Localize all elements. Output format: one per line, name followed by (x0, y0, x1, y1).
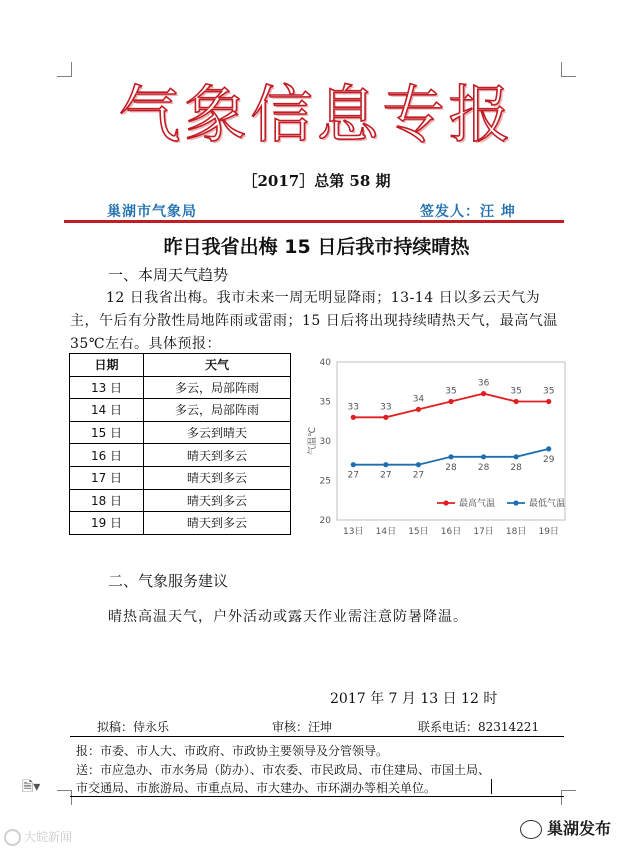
cell-weather: 多云，局部阵雨 (144, 399, 291, 422)
x-tick-label: 19日 (538, 527, 559, 537)
data-point (351, 462, 356, 467)
y-tick-label: 40 (319, 358, 331, 368)
crop-mark-bottom-right (561, 790, 576, 805)
y-axis-label: 气温℃ (308, 426, 318, 456)
cell-weather: 晴天到多云 (144, 466, 291, 489)
table-row (70, 376, 291, 399)
data-label: 35 (445, 386, 457, 397)
x-tick-label: 15日 (408, 527, 429, 537)
data-label: 27 (380, 470, 392, 481)
y-tick-label: 30 (319, 437, 331, 447)
table-row (70, 421, 291, 444)
x-tick-label: 16日 (440, 527, 462, 537)
data-label: 28 (445, 462, 457, 473)
x-tick-label: 18日 (505, 527, 527, 537)
wechat-icon (520, 820, 542, 839)
section2-heading: 二、气象服务建议 (108, 572, 229, 590)
header-divider (64, 220, 564, 223)
x-tick-label: 13日 (343, 527, 364, 537)
cell-date: 18 日 (70, 489, 144, 512)
distribution-line-3: 市交通局、市旅游局、市重点局、市大建办、市环湖办等相关单位。 (76, 781, 437, 795)
cell-weather: 多云到晴天 (144, 421, 291, 444)
reviewer: 审核：汪坤 (272, 720, 333, 734)
watermark-left-text: 大皖新闻 (24, 830, 73, 844)
forecast-table (69, 353, 291, 535)
contact-phone: 联系电话：82314221 (418, 720, 540, 734)
watermark-logo-icon (4, 829, 21, 846)
cell-weather: 多云，局部阵雨 (144, 376, 291, 399)
data-label: 34 (412, 394, 425, 405)
signer: 签发人：汪 坤 (420, 204, 516, 220)
data-label: 28 (477, 462, 490, 473)
y-tick-label: 25 (319, 476, 331, 487)
cell-date: 19 日 (70, 512, 144, 535)
cell-weather: 晴天到多云 (144, 444, 291, 467)
crop-mark-top-left (57, 62, 72, 77)
data-label: 27 (412, 470, 425, 481)
cell-weather: 晴天到多云 (144, 512, 291, 535)
cell-weather: 晴天到多云 (144, 489, 291, 512)
data-point (481, 391, 486, 396)
data-point (546, 446, 551, 451)
data-point (448, 454, 453, 459)
data-point (546, 399, 551, 404)
y-tick-label: 35 (319, 397, 331, 408)
watermark-right-text: 巢湖发布 (547, 819, 612, 838)
y-tick-label: 20 (319, 516, 331, 526)
section1-heading: 一、本周天气趋势 (108, 266, 229, 284)
table-row (70, 466, 291, 489)
legend-label: 最高气温 (459, 499, 496, 509)
data-label: 35 (542, 386, 555, 397)
cell-date: 13 日 (70, 376, 144, 399)
table-row (70, 489, 291, 512)
legend-marker (513, 500, 518, 505)
cell-date: 16 日 (70, 444, 144, 467)
data-point (351, 415, 356, 420)
data-point (448, 399, 453, 404)
document-title: 气象信息专报 (118, 78, 515, 151)
watermark-right (520, 816, 611, 839)
cell-date: 15 日 (70, 421, 144, 444)
data-label: 36 (477, 378, 490, 389)
data-label: 33 (380, 402, 392, 413)
footer-divider-bottom (70, 796, 564, 797)
legend-marker (443, 500, 448, 505)
data-point (383, 415, 388, 420)
issue-number: ［2017］总第 58 期 (242, 172, 391, 190)
distribution-line-2: 送：市应急办、市水务局（防办）、市农委、市民政局、市住建局、市国土局、 (76, 763, 491, 777)
data-label: 29 (542, 454, 555, 465)
data-point (481, 454, 486, 459)
crop-mark-bottom-left (57, 790, 72, 805)
data-point (416, 407, 421, 412)
data-label: 27 (347, 470, 360, 481)
legend-label: 最低气温 (529, 499, 566, 509)
section1-paragraph: 12 日我省出梅。我市未来一周无明显降雨；13-14 日以多云天气为主，午后有分散性局地阵雨或雷雨；15 日后将出现持续晴热天气，最高气温 35℃左右。具体预报： (70, 290, 558, 352)
x-tick-label: 17日 (473, 527, 494, 537)
data-label: 28 (510, 462, 522, 473)
data-point (514, 454, 519, 459)
watermark-left (4, 828, 72, 846)
data-point (416, 462, 421, 467)
issue-date: 2017 年 7 月 13 日 12 时 (330, 691, 498, 707)
cell-date: 14 日 (70, 399, 144, 422)
data-point (383, 462, 388, 467)
issuing-organization: 巢湖市气象局 (107, 204, 197, 220)
headline: 昨日我省出梅 15 日后我市持续晴热 (163, 236, 470, 258)
table-header-row (70, 354, 291, 377)
table-row (70, 444, 291, 467)
crop-mark-top-right (561, 62, 576, 77)
table-row (70, 512, 291, 535)
service-advice: 晴热高温天气，户外活动或露天作业需注意防暑降温。 (108, 609, 468, 625)
table-row (70, 399, 291, 422)
cell-date: 17 日 (70, 466, 144, 489)
data-label: 33 (347, 402, 360, 413)
data-point (514, 399, 519, 404)
footer-divider-top (70, 736, 564, 737)
document-icon[interactable]: 🗎▾ (22, 779, 41, 795)
data-label: 35 (510, 386, 522, 397)
header-weather: 天气 (144, 354, 291, 377)
text-cursor (491, 779, 492, 794)
drafter: 拟稿：侍永乐 (97, 720, 170, 734)
header-date: 日期 (70, 354, 144, 377)
x-tick-label: 14日 (375, 527, 397, 537)
temperature-line-chart (303, 354, 579, 544)
distribution-line-1: 报：市委、市人大、市政府、市政协主要领导及分管领导。 (76, 744, 389, 758)
